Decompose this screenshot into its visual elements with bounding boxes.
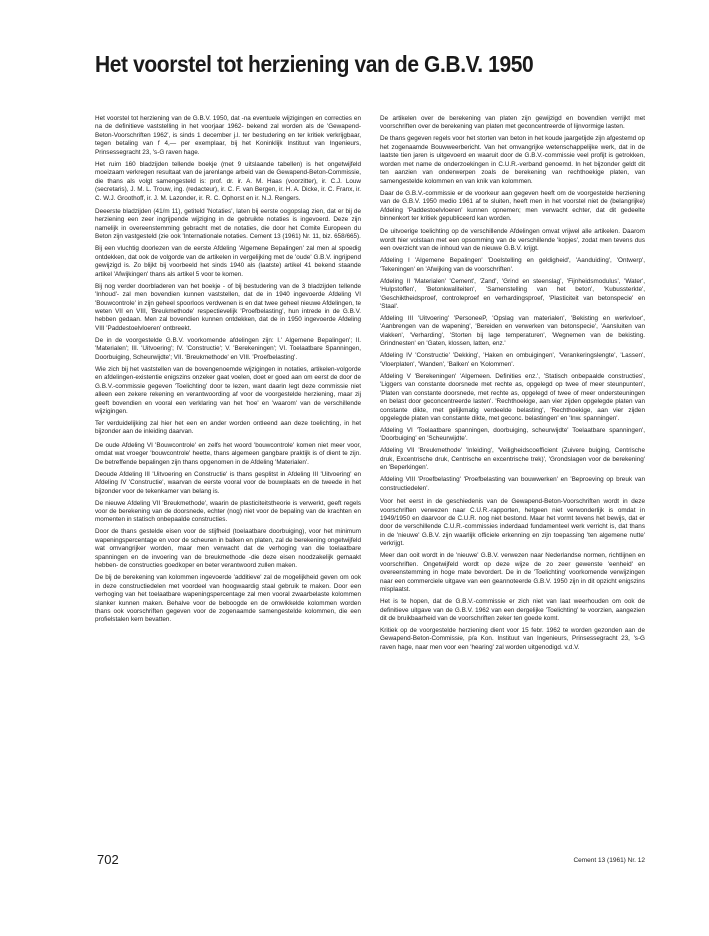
paragraph: Door de thans gestelde eisen voor de stijfheid (toelaatbare doorbuiging), voor het minimum wapeningspercentage en voor de scheuren in balken en platen, zal de berekening ongetwijfeld wat omvangrijker worden, maar men verwacht dat de verhoging van die toelaatbare spanningen en de invoering van de breukmethode -die deze eisen noodzakelijk gemaakt hebben- de constructies goedkoper en beter verantwoord zullen maken.	[95, 528, 361, 570]
article-title: Het voorstel tot herziening van de G.B.V. 1950	[95, 52, 534, 78]
paragraph: Deoude Afdeling III 'Uitvoering en Constructie' is thans gesplitst in Afdeling III 'Uitvoering' en Afdeling IV 'Constructie', waarvan de eerste vooral voor de bouwplaats en de tweede in het bijzonder voor de tekenkamer van belang is.	[95, 470, 361, 495]
paragraph: De uitvoerige toelichting op de verschillende Afdelingen omvat vrijwel alle artikelen. Daarom wordt hier volstaan met een opsomming van de verschillende 'kopjes', zodat men tevens dus een overzicht van de inhoud van de nieuwe G.B.V. krijgt.	[380, 228, 645, 253]
paragraph: De artikelen over de berekening van platen zijn gewijzigd en bovendien verrijkt met voorschriften over de berekening van platen met geconcentreerde of lijnvormige lasten.	[380, 115, 645, 131]
paragraph: De in de voorgestelde G.B.V. voorkomende afdelingen zijn: I.' Algemene Bepalingen'; II. 'Materialen'; III. 'Uitvoering'; IV. 'Constructie'; V. 'Berekeningen'; VI. Toelaatbare Spanningen, Doorbuiging, Scheurwijdte'; VII. 'Breukmethode' en VIII. 'Proefbelasting'.	[95, 336, 361, 361]
section-listing: Afdeling II 'Materialen' 'Cement', 'Zand', 'Grind en steenslag', 'Fijnheidsmodulus', 'Water', 'Hulpstoffen', 'Betonkwaliteiten', 'Samenstelling van het beton', 'Kubussterkte', 'Geschiktheidsproef, controleproef en verhardingsproef, 'Plasticiteit van betonspecie' en 'Staal'.	[380, 277, 645, 311]
paragraph: Het voorstel tot herziening van de G.B.V. 1950, dat -na eventuele wijzigingen en correcties en na de definitieve vaststelling in het voorjaar 1962- bekend zal worden als de 'Gewapend-Beton-Voorschriften 1962', is sinds 1 december j.l. ter bestudering en ter kritiek verkrijgbaar, tegen betaling van f 4,— per exemplaar, bij het Koninklijk Instituut van Ingenieurs, Prinsessegracht 23, 's-G raven hage.	[95, 115, 361, 156]
paragraph: Kritiek op de voorgestelde herziening dient voor 15 febr. 1962 te worden gezonden aan de Gewapend-Beton-Commissie, p/a Kon. Instituut van Ingenieurs, Prinsessegracht 23, 's-G raven hage, naar men voor een 'hearing' zal worden uitgenodigd. v.d.V.	[380, 626, 645, 651]
issue-reference: Cement 13 (1961) Nr. 12	[573, 857, 645, 864]
paragraph: De oude Afdeling VI 'Bouwcontrole' en zelfs het woord 'bouwcontrole' komen niet meer voor, omdat wat vroeger 'bouwcontrole' heette, thans algemeen gangbare praktijk is of dient te zijn. De betreffende bepalingen zijn thans opgenomen in de Afdeling 'Materialen'.	[95, 441, 361, 466]
left-column	[95, 115, 361, 628]
section-listing: Afdeling V 'Berekeningen' 'Algemeen. Definities enz.', 'Statisch onbepaalde constructies', 'Liggers van constante doorsnede met rechte as, opgelegd op twee of meer steunpunten', 'Platen van constante doorsnede, met rechte as, opgelegd of twee of meer ondersteuningen en belast door geconcentreerde lasten'. 'Rechthoekige, aan vier zijden opgelegde platen van constante dikte, met gelijkmatig verdeelde belasting', 'Rechthoekige, aan vier zijden opgelegde platen van constante dikte, met geconc. belastingen' en 'Inw. spanningen'.	[380, 372, 645, 422]
section-listing: Afdeling VI 'Toelaatbare spanningen, doorbuiging, scheurwijdte' Toelaatbare spanningen', 'Doorbuiging' en 'Scheurwijdte'.	[380, 426, 645, 443]
paragraph: Het ruim 160 bladzijden tellende boekje (met 9 uitslaande tabellen) is het ongetwijfeld moeizaam verkregen resultaat van de jarenlange arbeid van de Gewapend-Beton-Commissie, die thans als volgt samengesteld is: prof. dr. ir. A. M. Haas (voorzitter), ir. C.J. Louw (secretaris), J. M. L. Trouw, ing. (redacteur), ir. C. F. van Bergen, ir. H. A. Dicke, ir. C. Franx, ir. C. W.J. Groothoff, ir. J. M. Lazonder, ir. R. C. Ophorst en ir. N.J. Rengers.	[95, 160, 361, 202]
paragraph: Het is te hopen, dat de G.B.V.-commissie er zich niet van laat weerhouden om ook de definitieve uitgave van de G.B.V. 1962 van een dergelijke 'Toelichting' te voorzien, aangezien dit de bruikbaarheid van de voorschriften zeker ten goede komt.	[380, 598, 645, 623]
section-listing: Afdeling VII 'Breukmethode' 'Inleiding', 'Veiligheidscoefficient (Zuivere buiging, Centrische druk, Excentrische druk, Centrische en excentrische trek)', 'Grondslagen voor de berekening' en 'Beperkingen'.	[380, 447, 645, 472]
paragraph: Wie zich bij het vaststellen van de bovengenoemde wijzigingen in notaties, artikelen-volgorde en afdelingen-existentie enigszins onzeker gaat voelen, doet er goed aan om eerst de door de G.B.V.-commissie gegeven 'Toelichting' door te lezen, want daarin legt deze commissie niet alleen een zekere rekening en verantwoording af voor de voorgestelde herziening, maar zij geeft bovendien en vooral een verklaring van het 'hoe' en 'waarom' van de verschillende wijzigingen.	[95, 365, 361, 415]
page-number: 702	[97, 852, 119, 867]
paragraph: Ter verduidelijking zal hier het een en ander worden ontleend aan deze toelichting, in het bijzonder aan de inleiding daarvan.	[95, 419, 361, 436]
section-listing: Afdeling IV 'Constructie' 'Dekking', 'Haken en ombuigingen', 'Verankeringslengte', 'Lassen', 'Vloerplaten', 'Wanden', 'Balken' en 'Kolommen'.	[380, 352, 645, 368]
paragraph: Meer dan ooit wordt in de 'nieuwe' G.B.V. verwezen naar Nederlandse normen, richtlijnen en voorschriften. Ongetwijfeld wordt op deze wijze de zo zeer gewenste 'eenheid' en overeenstemming in hoge mate bevordert. De in de 'Toelichting' voorkomende verwijzingen naar een commerciele uitgave van een geannoteerde G.B.V. 1950 zijn in dit opzicht enigszins misplaatst.	[380, 552, 645, 594]
paragraph: Deeerste bladzijden (41/m 11), getiteld 'Notaties', laten bij eerste oogopslag zien, dat er bij de herziening een zeer ingrijpende wijziging in de gebruikte notaties is ingevoerd. Deze zijn namelijk in overeenstemming gebracht met de notaties, die door het Comite Europeen du Beton zijn vastgesteld (zie ook 'Internationale notaties. Cement 13 (1961) Nr. 11, biz. 658/665).	[95, 208, 361, 241]
paragraph: De nieuwe Afdeling VII 'Breukmethode', waarin de plasticiteitstheorie is verwerkt, geeft regels voor de berekening van de doorsnede, echter (nog) niet voor de bepaling van de krachten en momenten in statisch onbepaalde constructies.	[95, 499, 361, 524]
paragraph: Bij een vluchtig doorlezen van de eerste Afdeling 'Algemene Bepalingen' zal men al spoedig ontdekken, dat ook de volgorde van de artikelen in vergelijking met de 'oude' G.B.V. ingrijpend gewijzigd is. Zo blijkt bij voorbeeld het sinds 1940 als (laatste) artikel 41 bekend staande artikel 'Afwijkingen' thans als artikel 5 voor te komen.	[95, 245, 361, 278]
section-listing: Afdeling I 'Algemene Bepalingen' 'Doelstelling en geldigheid', 'Aanduiding', 'Ontwerp', 'Tekeningen' en 'Afwijking van de voorschriften'.	[380, 257, 645, 273]
paragraph: De thans gegeven regels voor het storten van beton in het koude jaargetijde zijn afgestemd op het zogenaamde Bouwweerbericht. Van het omvangrijke wetenschappelijke werk, dat in de laatste tien jaren is uitgevoerd en waaruit door de G.B.V.-commissie veel profijt is getrokken, worden met name de onderzoekingen in C.U.R.-verband genoemd. In het bijzonder geldt dit ten aanzien van onderwerpen zoals de berekening van rechthoekige platen, van samengestelde kolommen en van knik van kolommen.	[380, 135, 645, 185]
paragraph: Voor het eerst in de geschiedenis van de Gewapend-Beton-Voorschriften wordt in deze voorschriften verwezen naar C.U.R.-rapporten, hetgeen niet verwonderlijk is omdat in 1949/1950 en daarvoor de C.U.R. nog niet bestond. Maar het vormt tevens het bewijs, dat er door de verschillende C.U.R.-commissies inderdaad fundamenteel werk verricht is, dat thans in de 'nieuwe' G.B.V. zijn waarlijk officiele erkenning en zijn toepassing 'ten algemene nutte' verkrijgt.	[380, 498, 645, 548]
paragraph: Bij nog verder doorbladeren van het boekje - of bij bestudering van de 3 bladzijden tellende 'Inhoud'- zal men bovendien kunnen vaststellen, dat de in 1940 ingevoerde Afdeling VI 'Bouwcontrole' in zijn geheel spoorloos verdwenen is en dat twee geheel nieuwe Afdelingen, te weten VII en VIII, 'Breukmethode' respectievelijk 'Proefbelasting', hun intrede in de G.B.V. hebben gedaan. Men zal bovendien kunnen ontdekken, dat de in 1950 ingevoerde Afdeling VIII 'Paddestoelvloeren' ontbreekt.	[95, 282, 361, 332]
paragraph: De bij de berekening van kolommen ingevoerde 'additieve' zal de mogelijkheid geven om ook in deze constructiedelen met voordeel van hoogwaardig staal gebruik te maken. Door een verhoging van het toelaatbare wapeningspercentage zal men vooral zwaarbelaste kolommen slanker kunnen maken. Behalve voor de beboogde en de omwikkelde kolommen worden thans ook voorschriften gegeven voor de zogenaamde samengestelde kolommen, die een profielstalen kern bevatten.	[95, 574, 361, 624]
right-column	[380, 115, 645, 656]
paragraph: Daar de G.B.V.-commissie er de voorkeur aan gegeven heeft om de voorgestelde herziening van de G.B.V. 1950 medio 1961 af te sluiten, heeft men in het voorstel niet de (belangrijke) Afdeling 'Paddestoelvloeren' kunnen opnemen; men verwacht echter, dat dit gedeelte binnenkort ter kritiek gepubliceerd kan worden.	[380, 189, 645, 222]
section-listing: Afdeling VIII 'Proefbelasting' 'Proefbelasting van bouwwerken' en 'Beproeving op breuk van constructiedelen'.	[380, 476, 645, 492]
section-listing: Afdeling III 'Uitvoering' 'PersoneeP, 'Opslag van materialen', 'Bekisting en werkvloer', 'Aanbrengen van de wapening', 'Bereiden en verwerken van betonspecie', 'Aansluiten van vlakken', 'Verharding', 'Storten bij lage temperaturen', 'Wegnemen van de bekisting. Grindnesten' en 'Gaten, klossen, latten, enz.'	[380, 315, 645, 348]
